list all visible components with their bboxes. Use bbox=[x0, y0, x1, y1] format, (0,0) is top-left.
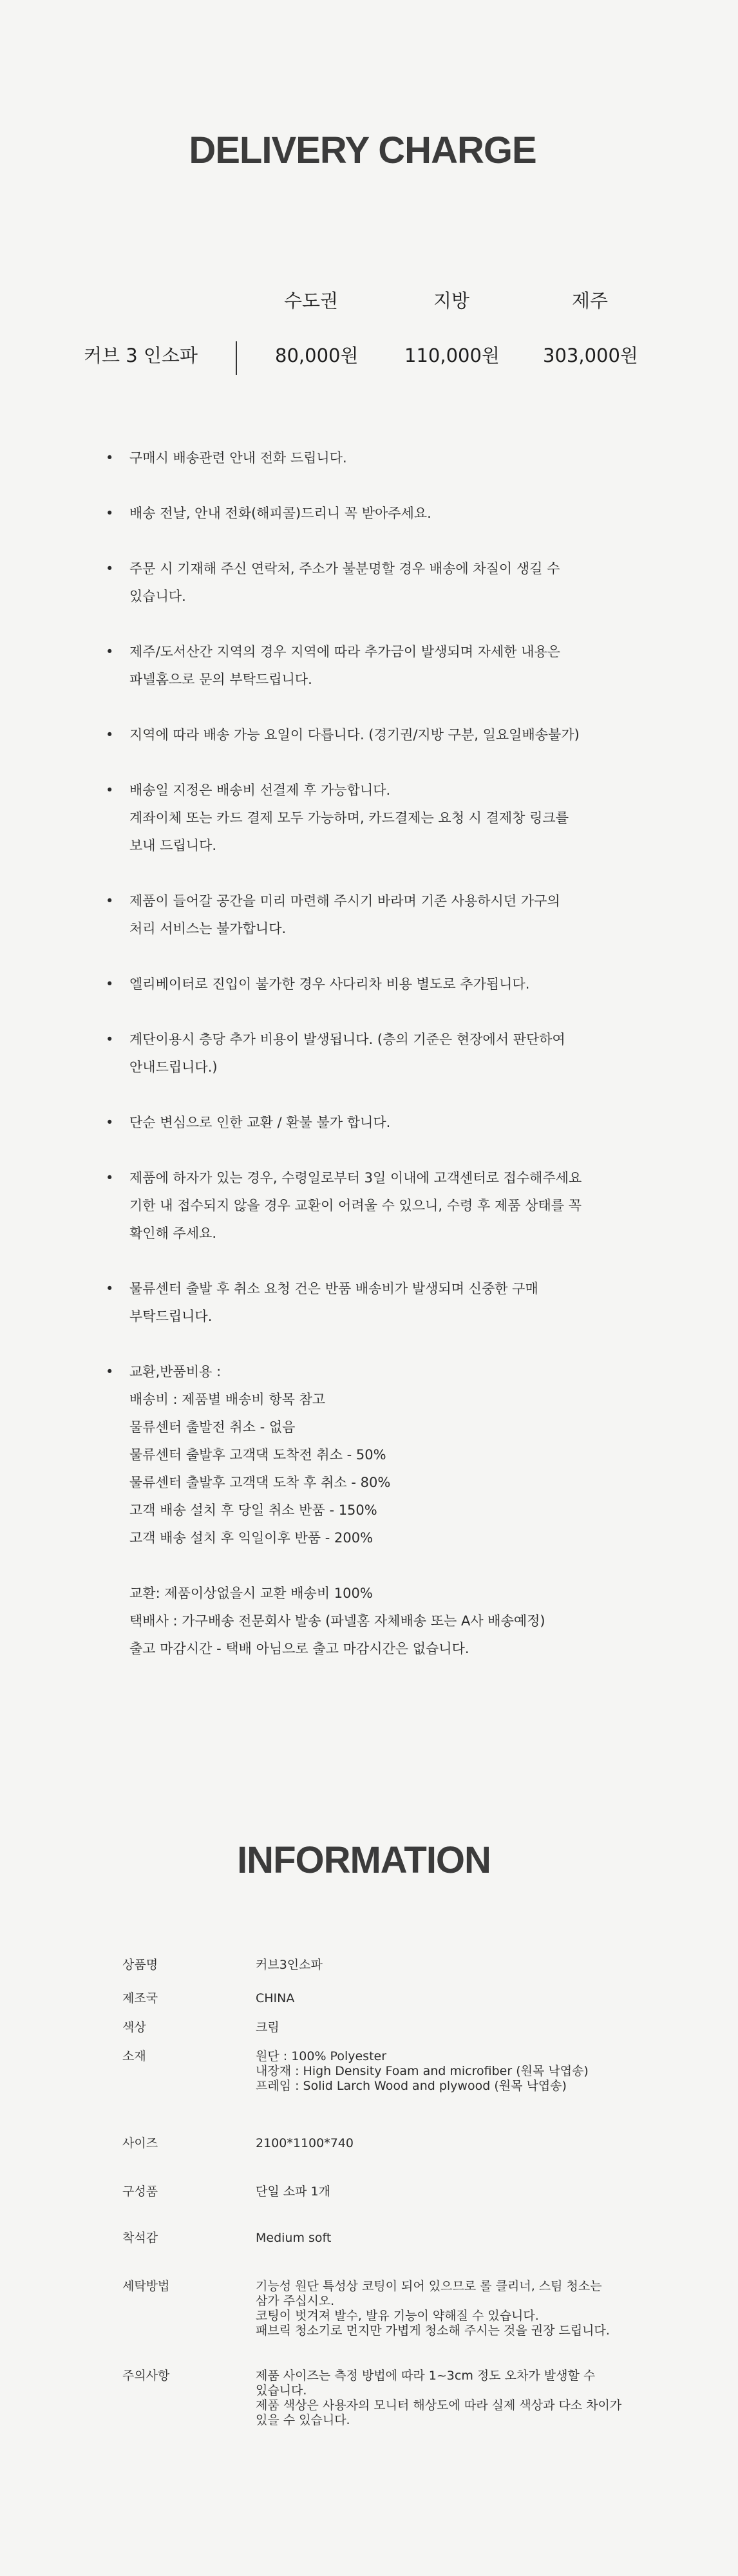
note-line: 구매시 배송관련 안내 전화 드립니다. bbox=[129, 450, 347, 466]
note-item bbox=[106, 887, 647, 943]
delivery-notes-list bbox=[106, 444, 647, 1690]
info-value-line: 크림 bbox=[256, 2020, 279, 2034]
info-value bbox=[256, 1958, 681, 1973]
price-provinces: 110,000원 bbox=[404, 345, 500, 366]
price-capital: 80,000원 bbox=[275, 345, 359, 366]
note-line: 주문 시 기재해 주신 연락처, 주소가 불분명할 경우 배송에 차질이 생길 수 bbox=[129, 561, 560, 576]
bullet-icon: • bbox=[106, 893, 114, 909]
note-line: 교환: 제품이상없을시 교환 배송비 100% bbox=[129, 1586, 373, 1601]
region-header-jeju: 제주 bbox=[572, 290, 609, 312]
info-value bbox=[256, 2369, 681, 2428]
note-line: 지역에 따라 배송 가능 요일이 다릅니다. (경기권/지방 구분, 일요일배송불가) bbox=[129, 727, 580, 743]
bullet-icon: • bbox=[106, 727, 114, 743]
info-value-line: 기능성 원단 특성상 코팅이 되어 있으므로 롤 클리너, 스팀 청소는 bbox=[256, 2279, 602, 2293]
note-line: 파넬홈으로 문의 부탁드립니다. bbox=[129, 672, 312, 687]
info-label: 소재 bbox=[122, 2049, 146, 2063]
info-value-line: 내장재 : High Density Foam and microfiber (원목 낙엽송) bbox=[256, 2064, 589, 2078]
note-item bbox=[106, 638, 647, 694]
note-line: 물류센터 출발후 고객댁 도착전 취소 - 50% bbox=[129, 1447, 386, 1463]
delivery-charge-title: DELIVERY CHARGE bbox=[189, 129, 536, 171]
information-title: INFORMATION bbox=[237, 1839, 491, 1881]
bullet-icon: • bbox=[106, 1281, 114, 1296]
note-line: 기한 내 접수되지 않을 경우 교환이 어려울 수 있으니, 수령 후 제품 상태를 꼭 bbox=[129, 1198, 582, 1213]
info-value-line: 있을 수 있습니다. bbox=[256, 2413, 350, 2427]
note-line: 택배사 : 가구배송 전문회사 발송 (파넬홈 자체배송 또는 A사 배송예정) bbox=[129, 1613, 545, 1629]
info-label: 주의사항 bbox=[122, 2369, 170, 2383]
note-item bbox=[106, 971, 647, 998]
note-line: 제품에 하자가 있는 경우, 수령일로부터 3일 이내에 고객센터로 접수해주세요 bbox=[129, 1170, 582, 1186]
note-line: 계좌이체 또는 카드 결제 모두 가능하며, 카드결제는 요청 시 결제창 링크를 bbox=[129, 810, 569, 826]
note-line: 고객 배송 설치 후 익일이후 반품 - 200% bbox=[129, 1530, 374, 1546]
note-line: 출고 마감시간 - 택배 아님으로 출고 마감시간은 없습니다. bbox=[129, 1641, 469, 1656]
info-value-line: 코팅이 벗겨져 발수, 발유 기능이 약해질 수 있습니다. bbox=[256, 2309, 539, 2323]
note-line: 고객 배송 설치 후 당일 취소 반품 - 150% bbox=[129, 1502, 377, 1518]
note-line: 부탁드립니다. bbox=[129, 1309, 213, 1324]
info-value-line: 패브릭 청소기로 먼지만 가볍게 청소해 주시는 것을 권장 드립니다. bbox=[256, 2324, 610, 2338]
note-line: 배송일 지정은 배송비 선결제 후 가능합니다. bbox=[129, 782, 391, 798]
info-label: 제조국 bbox=[122, 1991, 158, 2005]
info-label: 사이즈 bbox=[122, 2136, 158, 2150]
info-label: 상품명 bbox=[122, 1958, 158, 1972]
note-line: 교환,반품비용 : bbox=[129, 1364, 222, 1379]
note-spacer bbox=[129, 1552, 647, 1580]
bullet-icon: • bbox=[106, 782, 114, 798]
bullet-icon: • bbox=[106, 1170, 114, 1186]
info-value-line: 단일 소파 1개 bbox=[256, 2184, 330, 2199]
note-line: 처리 서비스는 불가합니다. bbox=[129, 921, 287, 936]
note-line: 있습니다. bbox=[129, 589, 186, 604]
info-value bbox=[256, 2231, 681, 2246]
info-value bbox=[256, 2049, 681, 2094]
note-line: 안내드립니다.) bbox=[129, 1059, 218, 1075]
note-line: 제품이 들어갈 공간을 미리 마련해 주시기 바라며 기존 사용하시던 가구의 bbox=[129, 893, 560, 909]
bullet-icon: • bbox=[106, 976, 114, 992]
info-label: 구성품 bbox=[122, 2184, 158, 2199]
note-line: 엘리베이터로 진입이 불가한 경우 사다리차 비용 별도로 추가됩니다. bbox=[129, 976, 530, 992]
info-value-line: 제품 사이즈는 측정 방법에 따라 1~3cm 정도 오차가 발생할 수 bbox=[256, 2369, 596, 2383]
note-line: 보내 드립니다. bbox=[129, 838, 217, 853]
note-line: 계단이용시 층당 추가 비용이 발생됩니다. (층의 기준은 현장에서 판단하여 bbox=[129, 1032, 565, 1047]
info-value bbox=[256, 2020, 681, 2035]
info-value-line: 있습니다. bbox=[256, 2383, 307, 2398]
bullet-icon: • bbox=[106, 1032, 114, 1047]
info-value bbox=[256, 2136, 681, 2151]
note-line: 배송비 : 제품별 배송비 항목 참고 bbox=[129, 1392, 326, 1407]
vertical-divider bbox=[236, 341, 237, 375]
info-value-line: 커브3인소파 bbox=[256, 1958, 323, 1972]
note-item bbox=[106, 444, 647, 472]
bullet-icon: • bbox=[106, 1364, 114, 1379]
note-line: 물류센터 출발후 고객댁 도착 후 취소 - 80% bbox=[129, 1475, 391, 1490]
info-value bbox=[256, 1991, 681, 2006]
bullet-icon: • bbox=[106, 561, 114, 576]
note-line: 제주/도서산간 지역의 경우 지역에 따라 추가금이 발생되며 자세한 내용은 bbox=[129, 644, 561, 659]
info-value-line: Medium soft bbox=[256, 2231, 332, 2245]
info-value bbox=[256, 2279, 681, 2338]
info-value-line: 프레임 : Solid Larch Wood and plywood (원목 낙엽송) bbox=[256, 2079, 567, 2093]
note-item bbox=[106, 1358, 647, 1663]
note-item bbox=[106, 555, 647, 611]
note-item bbox=[106, 1164, 647, 1247]
note-line: 물류센터 출발 후 취소 요청 건은 반품 배송비가 발생되며 신중한 구매 bbox=[129, 1281, 538, 1296]
region-header-provinces: 지방 bbox=[433, 290, 470, 312]
info-value-line: 원단 : 100% Polyester bbox=[256, 2049, 387, 2063]
price-jeju: 303,000원 bbox=[543, 345, 638, 366]
info-value-line: 제품 색상은 사용자의 모니터 해상도에 따라 실제 색상과 다소 차이가 bbox=[256, 2398, 622, 2412]
region-header-capital: 수도권 bbox=[284, 290, 339, 312]
note-item bbox=[106, 1109, 647, 1137]
info-label: 착석감 bbox=[122, 2231, 158, 2245]
info-label: 세탁방법 bbox=[122, 2279, 170, 2293]
info-value-line: CHINA bbox=[256, 1991, 295, 2005]
note-item bbox=[106, 1026, 647, 1081]
info-value-line: 2100*1100*740 bbox=[256, 2136, 354, 2150]
bullet-icon: • bbox=[106, 1115, 114, 1130]
bullet-icon: • bbox=[106, 506, 114, 521]
bullet-icon: • bbox=[106, 450, 114, 466]
note-line: 확인해 주세요. bbox=[129, 1226, 217, 1241]
note-item bbox=[106, 500, 647, 527]
info-value bbox=[256, 2184, 681, 2199]
note-line: 단순 변심으로 인한 교환 / 환불 불가 합니다. bbox=[129, 1115, 391, 1130]
bullet-icon: • bbox=[106, 644, 114, 659]
note-item bbox=[106, 777, 647, 860]
note-item bbox=[106, 721, 647, 749]
info-value-line: 삼가 주십시오. bbox=[256, 2294, 335, 2308]
note-line: 물류센터 출발전 취소 - 없음 bbox=[129, 1419, 296, 1435]
note-line: 배송 전날, 안내 전화(해피콜)드리니 꼭 받아주세요. bbox=[129, 506, 431, 521]
product-name: 커브 3 인소파 bbox=[84, 345, 198, 366]
note-item bbox=[106, 1275, 647, 1331]
info-label: 색상 bbox=[122, 2020, 146, 2034]
